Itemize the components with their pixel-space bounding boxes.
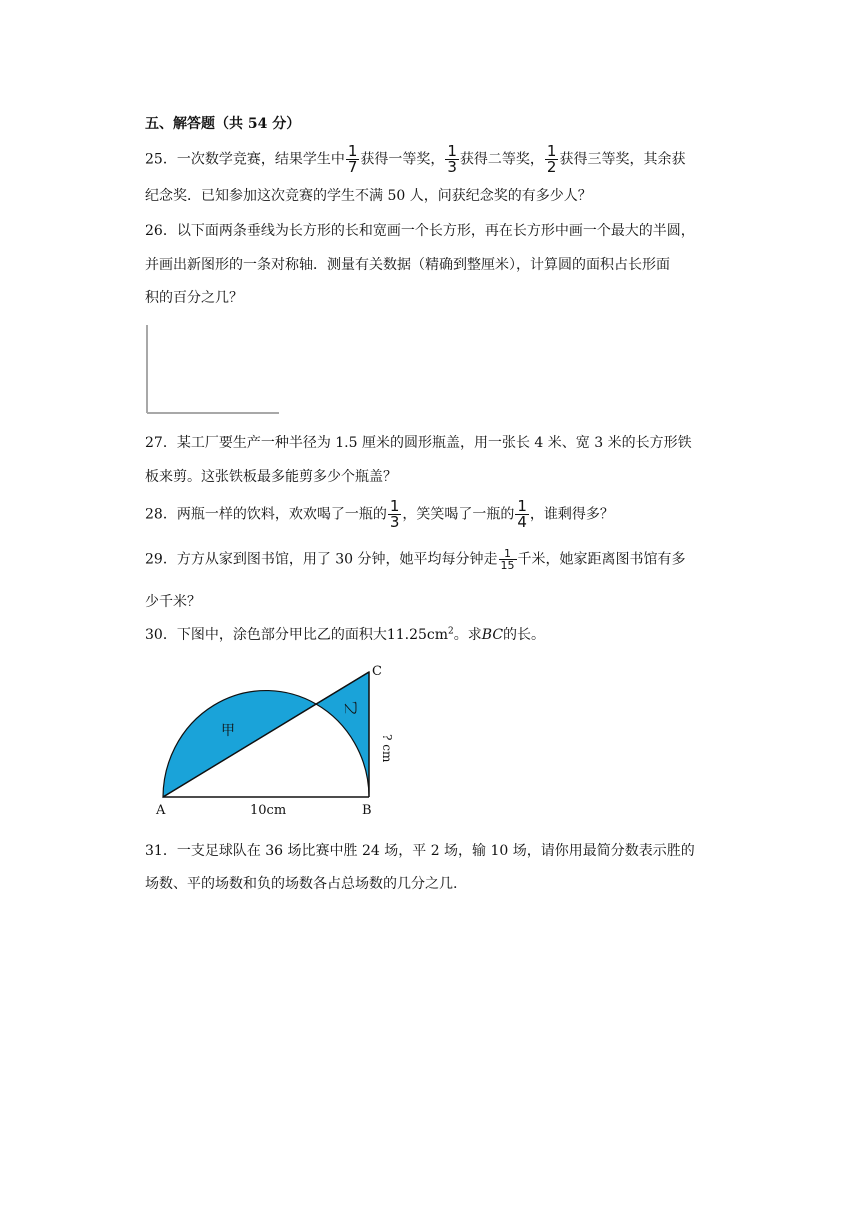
question-26-line3: 积的百分之几？ [145,290,243,306]
area-exponent: 2 [448,626,454,637]
fraction-denominator: 3 [447,158,457,176]
question-25-line2: 纪念奖．已知参加这次竞赛的学生不满 50 人，问获纪念奖的有多少人？ [145,188,592,204]
question-30 [145,624,545,644]
label-base-length: 10cm [250,803,287,818]
q30-text-part1: 30．下图中，涂色部分甲比乙的面积大 [145,627,387,643]
q25-number: 25． [145,151,177,168]
question-31-line1: 31．一支足球队在 36 场比赛中胜 24 场，平 2 场，输 10 场，请你用最简分数表示胜的 [145,843,695,859]
q25-text-part3: 获得二等奖， [459,151,544,168]
q28-text-part2: ，笑笑喝了一瓶的 [402,506,515,523]
q25-text-part2: 获得一等奖， [360,151,445,168]
question-29-line1 [145,548,686,571]
fraction-one-fifteenth [499,548,517,571]
fraction-numerator: 1 [347,142,358,160]
fraction-numerator: 1 [389,497,400,515]
label-b: B [362,803,372,818]
question-29-line2: 少千米？ [145,594,201,610]
fraction-denominator: 15 [500,559,515,572]
question-27-line2: 板来剪。这张铁板最多能剪多少个瓶盖？ [145,469,397,485]
q29-text-part1: 29．方方从家到图书馆，用了 30 分钟，她平均每分钟走 [145,551,498,568]
q25-text-part4: 获得三等奖，其余获 [559,151,686,168]
fraction-one-quarter [515,499,529,530]
geometry-figure [150,660,394,825]
fraction-denominator: 3 [389,513,400,531]
fraction-one-third [445,144,459,175]
fraction-denominator: 2 [546,158,557,176]
fraction-one-third [388,499,402,530]
question-27-line1: 27．某工厂要生产一种半径为 1.5 厘米的圆形瓶盖，用一张长 4 米、宽 3 米的长方形铁 [145,435,692,451]
fraction-denominator: 7 [347,158,358,176]
section-title: 五、解答题（共 54 分） [145,116,301,132]
q28-text-part1: 28．两瓶一样的饮料，欢欢喝了一瓶的 [145,506,387,523]
fraction-numerator: 1 [504,547,512,560]
label-c: C [372,664,382,679]
label-yi: 乙 [344,701,360,715]
question-28 [145,499,614,530]
q28-text-part3: ，谁剩得多？ [529,506,614,523]
q25-text-part1: 一次数学竞赛，结果学生中 [176,151,345,168]
q29-text-part2: 千米，她家距离图书馆有多 [517,551,686,568]
fraction-denominator: 4 [517,513,527,531]
area-value: 11.25cm [386,627,449,643]
fraction-one-half [545,144,559,175]
q30-text-part2: 。求 [453,627,482,643]
question-26-line1: 26．以下面两条垂线为长方形的长和宽画一个长方形，再在长方形中画一个最大的半圆， [145,223,695,239]
question-26-line2: 并画出新图形的一条对称轴．测量有关数据（精确到整厘米），计算圆的面积占长形面 [145,257,670,273]
perpendicular-lines-figure [140,320,290,420]
label-jia: 甲 [221,723,235,739]
fraction-numerator: 1 [546,142,557,160]
label-height: ? cm [380,734,394,763]
fraction-numerator: 1 [447,142,457,160]
label-a: A [156,803,166,818]
question-25-line1 [145,144,685,175]
fraction-one-seventh [346,144,360,175]
segment-bc-label: BC [481,627,504,643]
region-jia [163,691,316,797]
q30-text-part3: 的长。 [503,627,546,643]
question-31-line2: 场数、平的场数和负的场数各占总场数的几分之几. [145,876,458,892]
region-yi [316,672,369,797]
fraction-numerator: 1 [517,497,527,515]
